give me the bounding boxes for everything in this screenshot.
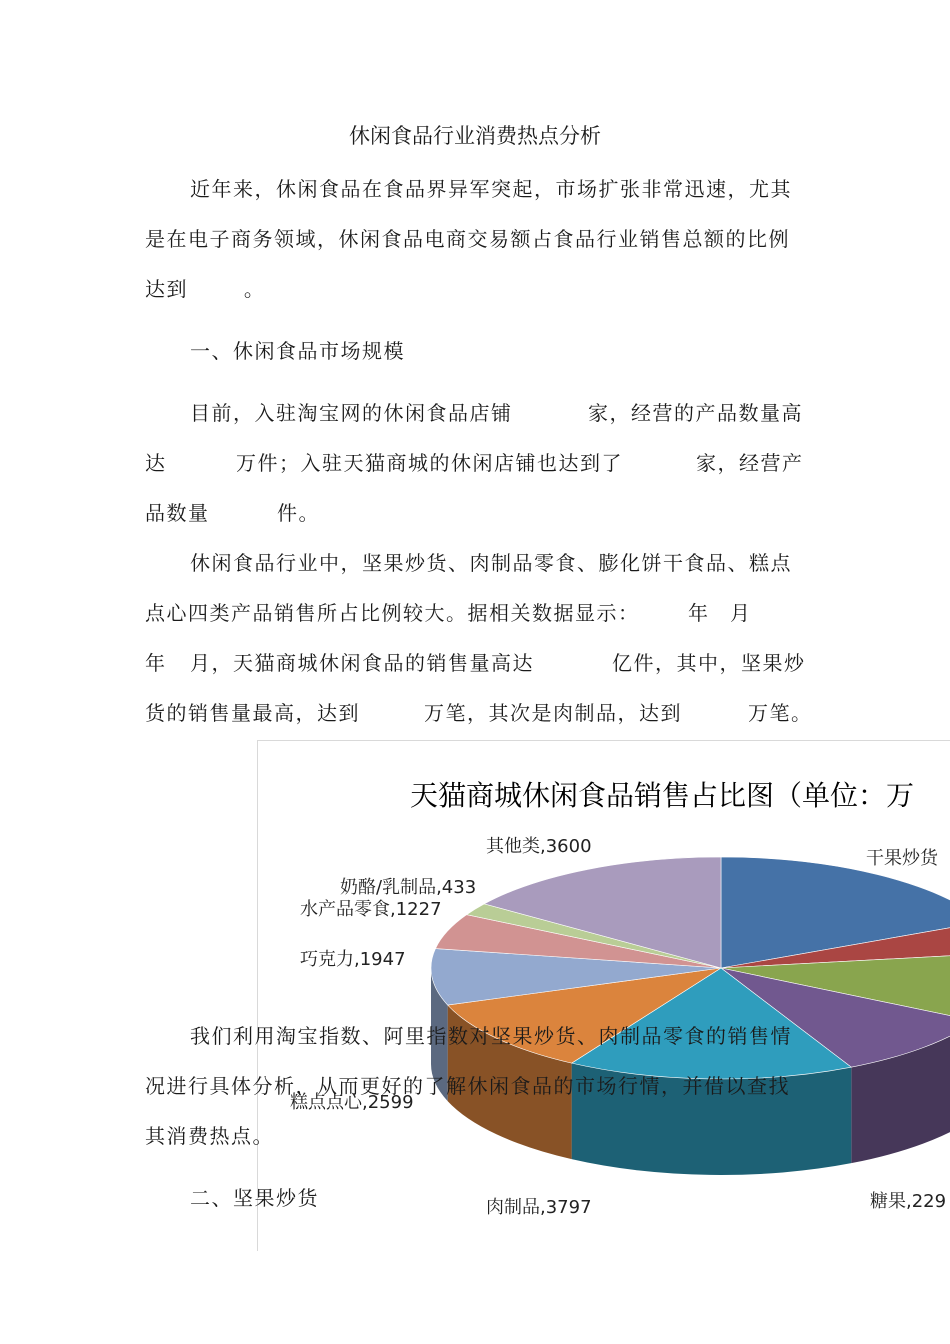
paragraph-3-seg-5: 年 — [145, 651, 167, 675]
paragraph-2-seg-6: 品数量 — [145, 501, 210, 525]
paragraph-4-line-3: 其消费热点。 — [145, 1124, 274, 1148]
paragraph-3-seg-2: 点心四类产品销售所占比例较大。据相关数据显示： — [145, 601, 640, 625]
pie-label-3: 糖果,229 — [870, 1191, 947, 1212]
paragraph-2-seg-1: 目前，入驻淘宝网的休闲食品店铺 — [190, 401, 513, 425]
pie-chart-svg — [258, 741, 950, 1251]
paragraph-3-line-1: 休闲食品行业中，坚果炒货、肉制品零食、膨化饼干食品、糕点 — [190, 551, 792, 575]
paragraph-3-seg-4: 月 — [730, 601, 752, 625]
paragraph-3-seg-10: 万笔。 — [748, 701, 813, 725]
paragraph-2-seg-2: 家，经营的产品数量高 — [588, 401, 803, 425]
paragraph-3-seg-3: 年 — [688, 601, 710, 625]
paragraph-3-seg-7: 亿件，其中，坚果炒 — [612, 651, 806, 675]
paragraph-2-seg-7: 件。 — [277, 501, 320, 525]
paragraph-3-seg-6: 月，天猫商城休闲食品的销售量高达 — [190, 651, 534, 675]
pie-label-9: 其他类,3600 — [486, 836, 592, 857]
chart-title: 天猫商城休闲食品销售占比图（单位：万 — [410, 779, 915, 812]
pie-label-5: 糕点点心,2599 — [290, 1092, 414, 1113]
section-heading-2: 二、坚果炒货 — [190, 1186, 319, 1210]
pie-chart — [257, 740, 950, 1251]
paragraph-1-line-3: 达到 。 — [145, 277, 266, 301]
paragraph-4-line-1: 我们利用淘宝指数、阿里指数对坚果炒货、肉制品零食的销售情 — [190, 1024, 792, 1048]
paragraph-2-seg-4: 万件；入驻天猫商城的休闲店铺也达到了 — [236, 451, 623, 475]
pie-label-0: 干果炒货 — [866, 848, 938, 869]
pie-label-7: 水产品零食,1227 — [300, 899, 442, 920]
pie-label-4: 肉制品,3797 — [486, 1197, 592, 1218]
paragraph-1-line-1: 近年来，休闲食品在食品界异军突起，市场扩张非常迅速，尤其 — [190, 177, 792, 201]
paragraph-4-line-2: 况进行具体分析，从而更好的了解休闲食品的市场行情，并借以查找 — [145, 1074, 790, 1098]
paragraph-2-seg-5: 家，经营产 — [696, 451, 804, 475]
pie-label-6: 巧克力,1947 — [300, 949, 406, 970]
document-title: 休闲食品行业消费热点分析 — [349, 124, 601, 148]
section-heading-1: 一、休闲食品市场规模 — [190, 339, 405, 363]
paragraph-1-line-2: 是在电子商务领域，休闲食品电商交易额占食品行业销售总额的比例 — [145, 227, 790, 251]
paragraph-3-seg-8: 货的销售量最高，达到 — [145, 701, 360, 725]
paragraph-3-seg-9: 万笔，其次是肉制品，达到 — [424, 701, 682, 725]
paragraph-2-seg-3: 达 — [145, 451, 167, 475]
pie-label-8: 奶酪/乳制品,433 — [340, 877, 477, 898]
